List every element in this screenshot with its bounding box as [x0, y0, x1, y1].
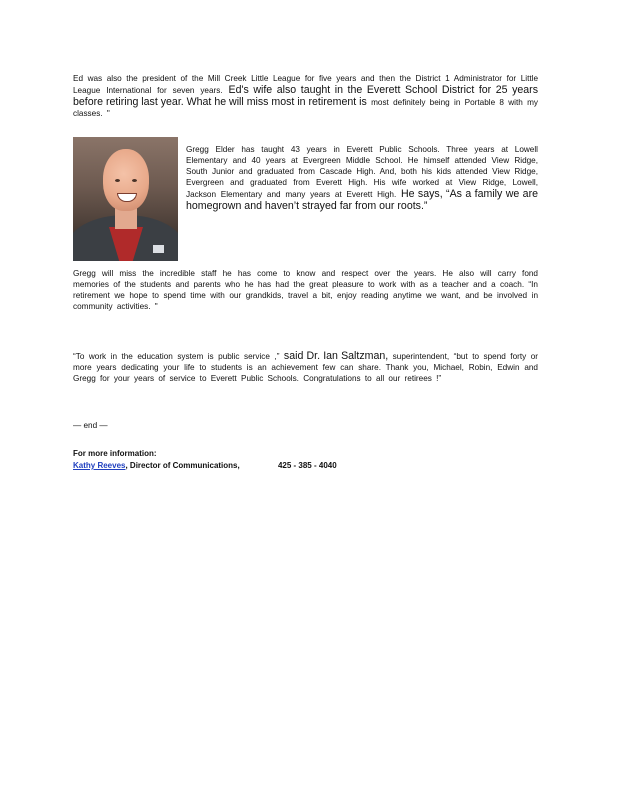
gregg-elder-photo: [73, 137, 178, 261]
superintendent-quote: “To work in the education system is public service ,”: [73, 352, 280, 361]
paragraph-gregg-retirement: [73, 268, 538, 312]
contact-phone: 425 - 385 - 4040: [277, 461, 337, 470]
superintendent-text: superintendent, “but to spend forty or more years dedicating your life to students is an achievement few can share. Thank you, Michael, Robin, Edwin and Gregg for your years of service to Everett Public Schools. Congratulations to all our retirees !”: [73, 352, 538, 383]
contact-title: , Director of Communications,: [125, 461, 240, 470]
end-marker: — end —: [73, 421, 108, 430]
superintendent-attribution: said Dr. Ian Saltzman,: [283, 350, 389, 362]
paragraph-superintendent: [73, 350, 538, 384]
contact-link[interactable]: Kathy Reeves: [73, 461, 126, 470]
paragraph-ed-highlight: Ed's wife also taught in the Everett School District for 25 years before retiring last year. What he will miss most in retirement is: [73, 84, 538, 108]
contact-label: For more information:: [73, 449, 157, 458]
paragraph-gregg-quote: He says, “As a family we are homegrown and haven’t strayed far from our roots.”: [186, 188, 538, 212]
paragraph-gregg-text: Gregg Elder has taught 43 years in Everett Public Schools. Three years at Lowell Elementary and 40 years at Evergreen Middle School. He himself attended View Ridge, South Junior and graduated from Cascade High. And, both his kids attended View Ridge, Evergreen and graduated from Everett High. His wife worked at View Ridge, Lowell, Jackson Elementary and many years at Everett High.: [186, 145, 538, 199]
paragraph-gregg-retirement-text: Gregg will miss the incredible staff he has come to know and respect over the years. He also will carry fond memories of the students and parents who he has had the great pleasure to work with as a teacher and a coach. “In retirement we hope to spend time with our grandkids, travel a bit, enjoy reading anytime we want, and be involved in community activities. ": [73, 269, 538, 311]
contact-line: [73, 460, 337, 472]
paragraph-ed: [73, 73, 538, 119]
paragraph-gregg: [186, 144, 538, 212]
paragraph-ed-tail: most definitely being in Portable 8 with my classes. ": [73, 98, 538, 118]
contact-info: [73, 448, 337, 472]
paragraph-ed-text: Ed was also the president of the Mill Creek Little League for five years and then the District 1 Administrator for Little League International for seven years.: [73, 74, 538, 95]
